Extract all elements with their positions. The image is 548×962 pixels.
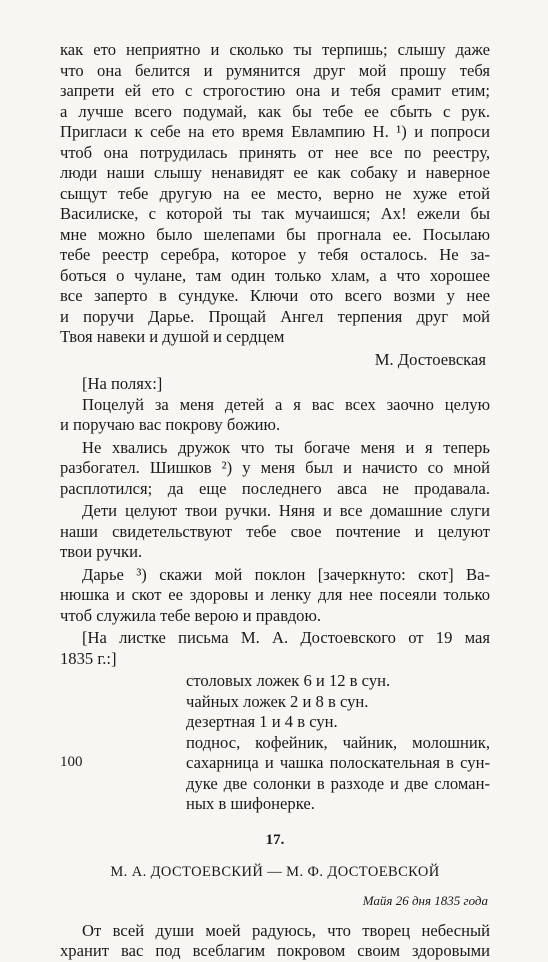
inventory-item: дезертная 1 и 4 в сун. bbox=[186, 712, 338, 731]
text-line: тебе реестр серебра, которое у тебя осталось. Не за- bbox=[60, 245, 490, 264]
text-line: 1835 г.:] bbox=[60, 648, 117, 668]
text-line: От всей души моей радуюсь, что творец небесный bbox=[82, 920, 490, 940]
text-line: все заперто в сундуке. Ключи ото всего возми у нее bbox=[60, 286, 490, 305]
inventory-item: чайных ложек 2 и 8 в сун. bbox=[186, 691, 369, 711]
text-line: разбогател. Шишков ²) у меня был и начисто со мной bbox=[60, 458, 490, 477]
text-line: Василиске, с которой ты так мучаишся; Ах! ежели бы bbox=[60, 204, 490, 223]
inventory-item: сахарница и чашка полоскательная в сун- bbox=[186, 753, 490, 772]
text-line: и поручаю вас покрову божию. bbox=[60, 415, 281, 434]
inventory-item: ных в шифонерке. bbox=[186, 794, 315, 813]
margin-note-header: [На полях:] bbox=[82, 374, 163, 393]
letter-text bbox=[60, 40, 490, 348]
text-line: боться о чулане, там один только хлам, а что хорошее bbox=[60, 265, 490, 285]
text-line: и поручи Дарье. Прощай Ангел терпения друг мой bbox=[60, 306, 490, 326]
margin-paragraph-4 bbox=[60, 565, 490, 627]
letter-heading: М. А. ДОСТОЕВСКИЙ — М. Ф. ДОСТОЕВСКОЙ bbox=[110, 863, 440, 880]
text-line: запрети ей ето с строгостию она и тебя срамит етим; bbox=[60, 81, 490, 100]
signature: М. Достоевская bbox=[374, 349, 486, 369]
text-line: сыщут тебе другую на ее место, верно не хуже етой bbox=[60, 183, 490, 203]
inventory-item: дуке две солонки в разходе и две сломан- bbox=[186, 773, 490, 793]
text-line: твои ручки. bbox=[60, 542, 143, 561]
letter-number: 17. bbox=[265, 831, 285, 848]
text-line: Дети целуют твои ручки. Няня и все домашние слуги bbox=[82, 501, 490, 520]
text-line: нюшка и скот ее здоровы и ленку для нее посеяли только bbox=[60, 585, 490, 604]
margin-paragraph-2 bbox=[60, 438, 490, 500]
text-line: хранит вас под всеблагим покровом своим здоровыми bbox=[60, 941, 490, 960]
text-line: а лучше всего подумай, как бы тебе ее сбыть с рук. bbox=[60, 101, 490, 121]
text-line: мне можно было шелепами бы прогнала ее. Посылаю bbox=[60, 224, 490, 244]
text-line: Поцелуй за меня детей а я вас всех заочно целую bbox=[82, 394, 490, 414]
page-body bbox=[60, 40, 490, 962]
text-line: чтоб служила тебе верою и правдою. bbox=[60, 605, 322, 625]
text-line: расплотился; да еще последнего авса не продавала. bbox=[60, 478, 490, 498]
text-line: [На листке письма М. А. Достоевского от 19 мая bbox=[82, 628, 490, 647]
text-line: Пригласи к себе на ето время Евлампию Н. ¹) и попроси bbox=[60, 122, 490, 141]
letter-date: Майя 26 дня 1835 года bbox=[362, 892, 488, 908]
text-line: Дарье ³) скажи мой поклон [зачеркнуто: скот] Ва- bbox=[82, 564, 490, 584]
page-number: 100 bbox=[60, 754, 83, 770]
text-line: Не хвались дружок что ты богаче меня и я теперь bbox=[82, 437, 490, 457]
leaf-note bbox=[60, 628, 490, 669]
margin-paragraph-3 bbox=[60, 501, 490, 563]
text-line: чтоб она потрудилась принять от нее все по реестру, bbox=[60, 142, 490, 162]
silver-inventory bbox=[186, 671, 490, 815]
text-line: как ето неприятно и сколько ты терпишь; слышу даже bbox=[60, 40, 490, 59]
text-line: люди наши слышу ненавидят ее как собаку и наверное bbox=[60, 163, 490, 182]
inventory-item: столовых ложек 6 и 12 в сун. bbox=[186, 671, 391, 690]
margin-paragraph-1 bbox=[60, 395, 490, 436]
text-line: наши свидетельствуют тебе свое почтение и целуют bbox=[60, 521, 490, 541]
inventory-item: поднос, кофейник, чайник, молошник, bbox=[186, 732, 490, 752]
text-line: что она белится и румянится друг мой прошу тебя bbox=[60, 60, 490, 80]
next-letter-text bbox=[60, 921, 490, 962]
text-line: Твоя навеки и душой и сердцем bbox=[60, 327, 285, 346]
